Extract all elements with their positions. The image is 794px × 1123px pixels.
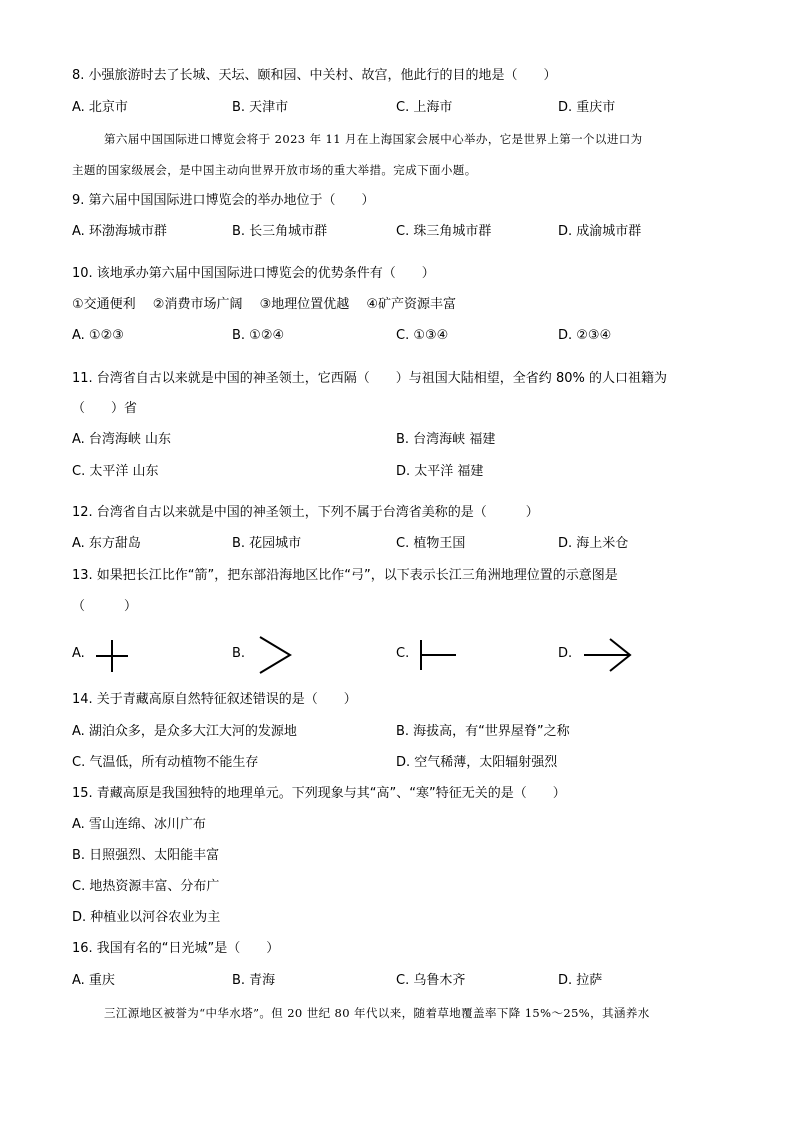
q9-option-b: B. 长三角城市群 [232, 224, 328, 239]
q9-stem: 9. 第六届中国国际进口博览会的举办地位于（ ） [72, 193, 375, 208]
q15-option-a: A. 雪山连绵、冰川广布 [72, 817, 206, 832]
q14-option-d: D. 空气稀薄，太阳辐射强烈 [396, 755, 558, 770]
q10-stem: 10. 该地承办第六届中国国际进口博览会的优势条件有（ ） [72, 266, 435, 281]
q11-option-c: C. 太平洋 山东 [72, 464, 159, 479]
q16-option-d: D. 拉萨 [558, 973, 603, 988]
q9-option-a: A. 环渤海城市群 [72, 224, 167, 239]
q16-stem: 16. 我国有名的“日光城”是（ ） [72, 941, 280, 956]
q8-stem: 8. 小强旅游时去了长城、天坛、颐和园、中关村、故宫，他此行的目的地是（ ） [72, 68, 557, 83]
q13-option-a-figure [92, 638, 132, 674]
q11-stem-line-2: （ ）省 [72, 401, 138, 416]
q10-choices: ①交通便利 ②消费市场广阔 ③地理位置优越 ④矿产资源丰富 [72, 297, 457, 312]
q11-stem-line-1: 11. 台湾省自古以来就是中国的神圣领土，它西隔（ ）与祖国大陆相望，全省约 80% 的人口祖籍为 [72, 371, 667, 386]
q10-option-a: A. ①②③ [72, 328, 124, 343]
q14-option-b: B. 海拔高，有“世界屋脊”之称 [396, 724, 570, 739]
q8-option-a: A. 北京市 [72, 100, 128, 115]
q15-option-c: C. 地热资源丰富、分布广 [72, 879, 220, 894]
q11-option-d: D. 太平洋 福建 [396, 464, 484, 479]
passage-2-line-1: 三江源地区被誉为“中华水塔”。但 20 世纪 80 年代以来，随着草地覆盖率下降 15%～25%，其涵养水 [104, 1006, 650, 1020]
q9-option-d: D. 成渝城市群 [558, 224, 642, 239]
q12-stem: 12. 台湾省自古以来就是中国的神圣领土，下列不属于台湾省美称的是（ ） [72, 505, 539, 520]
q14-option-c: C. 气温低，所有动植物不能生存 [72, 755, 259, 770]
q14-stem: 14. 关于青藏高原自然特征叙述错误的是（ ） [72, 692, 357, 707]
q8-option-b: B. 天津市 [232, 100, 289, 115]
q13-option-c-label: C. [396, 646, 410, 661]
q16-option-c: C. 乌鲁木齐 [396, 973, 466, 988]
q13-stem-line-2: （ ） [72, 599, 138, 614]
q8-option-d: D. 重庆市 [558, 100, 616, 115]
q14-option-a: A. 湖泊众多，是众多大江大河的发源地 [72, 724, 297, 739]
q12-option-d: D. 海上米仓 [558, 536, 629, 551]
q13-option-d-label: D. [558, 646, 573, 661]
q12-option-c: C. 植物王国 [396, 536, 466, 551]
q13-option-b-label: B. [232, 646, 246, 661]
passage-1-line-1: 第六届中国国际进口博览会将于 2023 年 11 月在上海国家会展中心举办，它是世界上第一个以进口为 [104, 132, 643, 146]
q10-option-d: D. ②③④ [558, 328, 612, 343]
q13-option-b-figure [256, 634, 296, 676]
q11-option-b: B. 台湾海峡 福建 [396, 432, 496, 447]
q13-option-a-label: A. [72, 646, 85, 661]
q13-option-c-figure [416, 638, 462, 672]
q10-option-c: C. ①③④ [396, 328, 449, 343]
q13-option-d-figure [580, 636, 636, 674]
q10-option-b: B. ①②④ [232, 328, 285, 343]
q15-option-b: B. 日照强烈、太阳能丰富 [72, 848, 220, 863]
q12-option-b: B. 花园城市 [232, 536, 302, 551]
q15-stem: 15. 青藏高原是我国独特的地理单元。下列现象与其“高”、“寒”特征无关的是（ ） [72, 786, 566, 801]
q15-option-d: D. 种植业以河谷农业为主 [72, 910, 221, 925]
q16-option-b: B. 青海 [232, 973, 276, 988]
passage-1-line-2: 主题的国家级展会，是中国主动向世界开放市场的重大举措。完成下面小题。 [72, 163, 477, 177]
q9-option-c: C. 珠三角城市群 [396, 224, 492, 239]
q11-option-a: A. 台湾海峡 山东 [72, 432, 172, 447]
q12-option-a: A. 东方甜岛 [72, 536, 141, 551]
q13-stem-line-1: 13. 如果把长江比作“箭”，把东部沿海地区比作“弓”，以下表示长江三角洲地理位置的示意图是 [72, 568, 618, 583]
q16-option-a: A. 重庆 [72, 973, 115, 988]
q8-option-c: C. 上海市 [396, 100, 453, 115]
